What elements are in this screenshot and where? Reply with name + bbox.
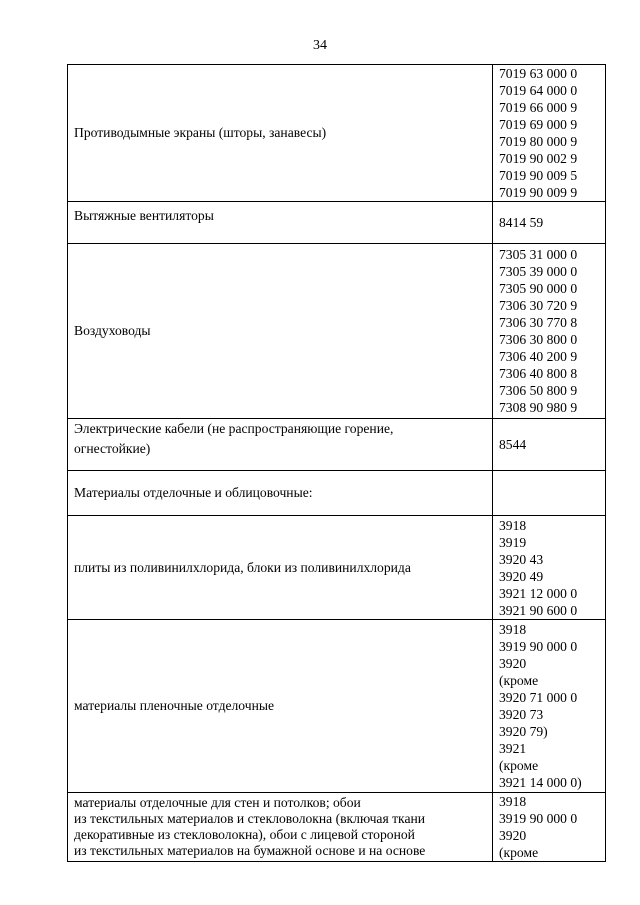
hs-codes-cell [493,793,606,862]
hs-codes-cell [493,471,606,516]
hs-code: 7019 90 009 5 [499,168,578,183]
hs-codes-cell [493,419,606,471]
hs-code: 3921 90 600 0 [499,602,578,618]
hs-code: 7305 90 000 0 [499,281,578,296]
product-name-line: материалы отделочные для стен и потолков; обои [74,795,361,810]
hs-code: 7306 40 200 9 [499,349,578,364]
hs-code: 3919 90 000 0 [499,811,578,826]
product-name-line: декоративные из стекловолокна), обои с лицевой стороной [74,827,415,842]
hs-code: 3920 79) [499,724,548,739]
hs-code: (кроме [499,758,539,773]
hs-code: (кроме [499,845,539,860]
hs-code: 7306 50 800 9 [499,383,578,398]
hs-code: 7019 63 000 0 [499,66,578,81]
table-row [68,793,606,862]
hs-code: 7019 90 009 9 [499,185,578,200]
hs-codes-cell [493,620,606,793]
hs-code: 7019 66 000 9 [499,100,578,115]
product-name: материалы пленочные отделочные [74,698,275,713]
page-number: 34 [313,38,327,53]
hs-code: 7019 64 000 0 [499,83,578,98]
hs-code: 7019 90 002 9 [499,151,578,166]
hs-code: 3921 12 000 0 [499,585,578,601]
hs-code: 8414 59 [499,215,544,230]
hs-code: 3920 [499,828,527,843]
hs-code: 3921 14 000 0) [499,775,582,790]
product-name-cell [68,202,493,244]
hs-code: 7306 40 800 8 [499,366,578,381]
hs-code: 3920 73 [499,707,544,722]
product-name-line: из текстильных материалов на бумажной основе и на основе [74,843,426,858]
certification-table [67,64,606,862]
hs-code: 3919 90 000 0 [499,639,578,654]
hs-code: 3920 71 000 0 [499,690,578,705]
hs-code: 3918 [499,622,527,637]
hs-codes-cell [493,516,606,620]
table-row [68,244,606,419]
hs-code: 7019 69 000 9 [499,117,578,132]
section-heading-cell [68,471,493,516]
table-row [68,65,606,202]
section-heading: Материалы отделочные и облицовочные: [74,485,313,500]
product-name: Противодымные экраны (шторы, занавесы) [74,125,327,140]
product-name: Вытяжные вентиляторы [74,208,214,223]
hs-code: 7306 30 770 8 [499,315,578,330]
hs-code: 3920 43 [499,551,544,567]
hs-codes-cell [493,202,606,244]
hs-code: 7305 31 000 0 [499,247,578,262]
product-name: Воздуховоды [74,323,151,338]
hs-code: 3920 [499,656,527,671]
hs-code: 7305 39 000 0 [499,264,578,279]
hs-code: 3918 [499,517,527,533]
product-name-cell [68,793,493,862]
hs-code: 3920 49 [499,568,544,584]
product-name-line: из текстильных материалов и стекловолокна (включая ткани [74,811,426,826]
hs-code: 7019 80 000 9 [499,134,578,149]
hs-code: 3921 [499,741,527,756]
product-name-line: Электрические кабели (не распространяющие горение, [74,421,394,436]
product-name-cell [68,419,493,471]
hs-code: 8544 [499,437,527,452]
hs-codes-cell [493,244,606,419]
table-row [68,620,606,793]
table-row [68,419,606,471]
table-row [68,471,606,516]
product-name: плиты из поливинилхлорида, блоки из поливинилхлорида [74,559,411,575]
product-name-line: огнестойкие) [74,441,151,456]
hs-code: 7308 90 980 9 [499,400,578,415]
table-row [68,516,606,620]
product-name-cell [68,244,493,419]
hs-code: 3919 [499,534,527,550]
product-name-cell [68,620,493,793]
hs-code: 3918 [499,794,527,809]
hs-code: 7306 30 720 9 [499,298,578,313]
product-name-cell [68,65,493,202]
hs-codes-cell [493,65,606,202]
table-row [68,202,606,244]
product-name-cell [68,516,493,620]
hs-code: (кроме [499,673,539,688]
hs-code: 7306 30 800 0 [499,332,578,347]
